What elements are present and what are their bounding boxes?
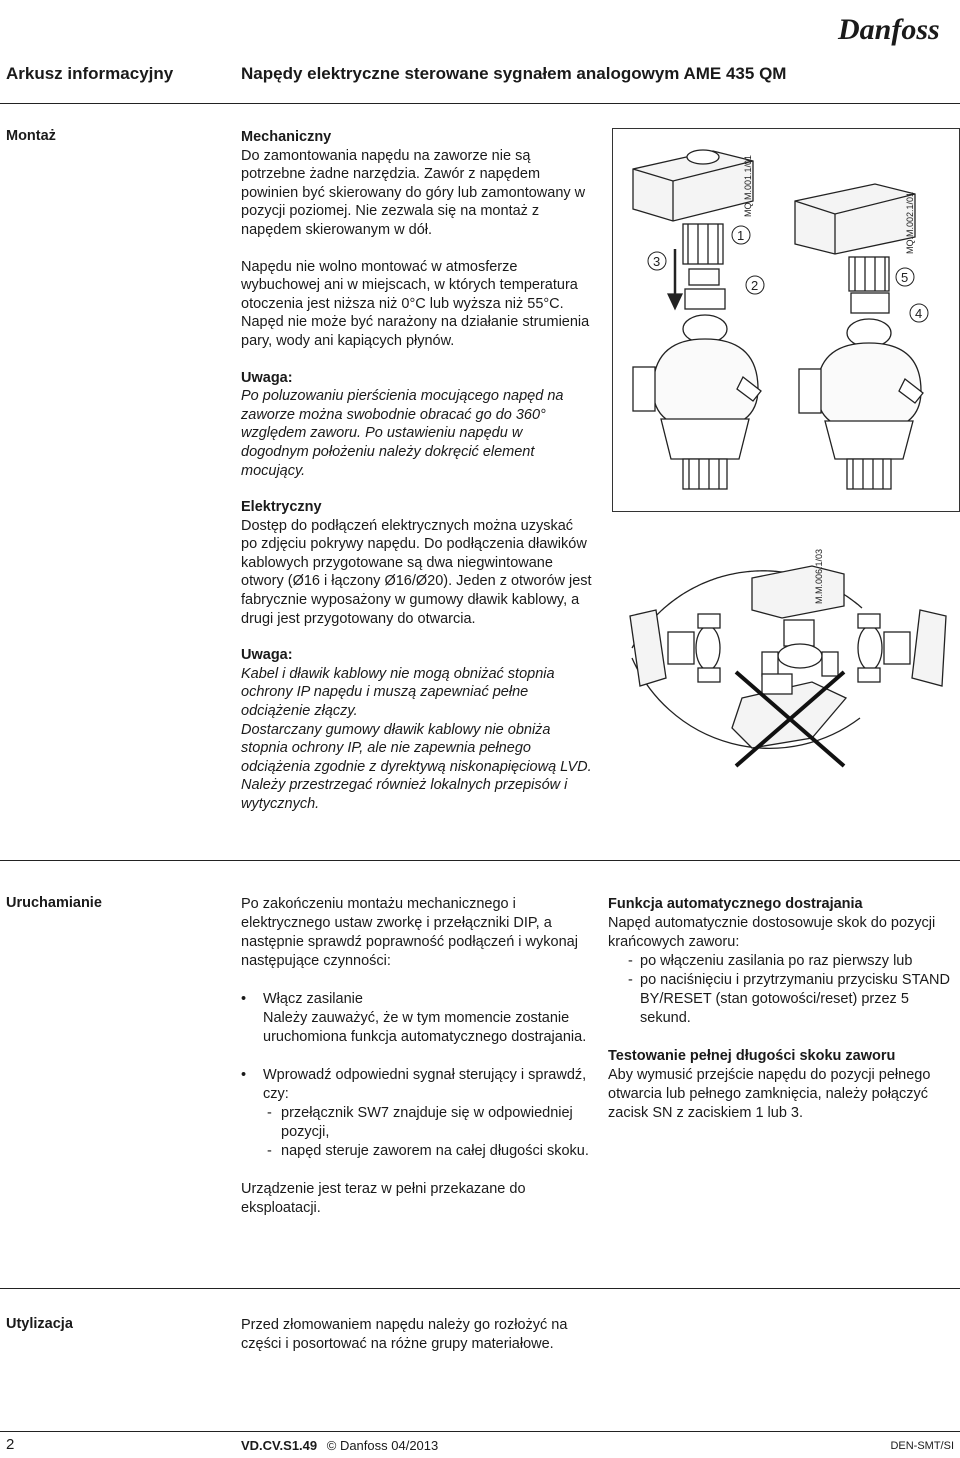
stroke-test-heading: Testowanie pełnej długości skoku zaworu [608, 1048, 896, 1064]
startup-bullet-2 [241, 1066, 596, 1161]
startup-intro: Po zakończeniu montażu mechanicznego i elektrycznego ustaw zworkę i przełączniki DIP, a następnie sprawdź poprawność podłączeń i wykonaj następujące czynności: [241, 896, 578, 969]
figure-code-3: M.M.006.1/03 [814, 548, 824, 604]
callout-1: 1 [737, 228, 745, 243]
mech-heading: Mechaniczny [241, 129, 332, 145]
bullet-2-dash-1: - przełącznik SW7 znajduje się w odpowiedniej pozycji, [267, 1105, 573, 1140]
note2-text-2: Dostarczany gumowy dławik kablowy nie obniża stopnia ochrony IP, ale nie zapewnia pełnego odciążenia zgodnie z dyrektywą niskonapięciową LVD. [241, 721, 592, 775]
actuator-right-drawing [795, 184, 923, 489]
mounting-figure [612, 128, 960, 512]
footer-department: DEN-SMT/SI [890, 1440, 954, 1452]
mech-paragraph-1: Do zamontowania napędu na zaworze nie są potrzebne żadne narzędzia. Zawór z napędem powinien być skierowany do góry lub zamontowany w pozycji poziomej. Nie zezwala się na montaż z napędem skierowanym w dół. [241, 147, 586, 238]
auto-tune-text: Napęd automatycznie dostosowuje skok do pozycji krańcowych zaworu: [608, 915, 936, 950]
document-type-title: Arkusz informacyjny [6, 64, 174, 83]
callout-4: 4 [915, 306, 923, 321]
danfoss-logo [832, 6, 952, 50]
bullet-1-title: Włącz zasilanie [263, 991, 363, 1007]
stroke-test-text: Aby wymusić przejście napędu do pozycji pełnego otwarcia lub pełnego zamknięcia, należy połączyć zacisk SN z zaciskiem 1 lub 3. [608, 1067, 931, 1121]
section-label-uruchamianie: Uruchamianie [6, 895, 102, 911]
callout-3: 3 [653, 254, 661, 269]
startup-closing: Urządzenie jest teraz w pełni przekazane do eksploatacji. [241, 1181, 526, 1216]
auto-tune-dash-2: - po naciśnięciu i przytrzymaniu przycisku STAND BY/RESET (stan gotowości/reset) przez 5 sekund. [628, 972, 950, 1026]
section-label-montaz: Montaż [6, 128, 56, 144]
mech-paragraph-2: Napędu nie wolno montować w atmosferze wybuchowej ani w miejscach, w których temperatura otoczenia jest niższa niż 0°C lub wyższa niż 55°C. Napęd nie może być narażony na działanie strumienia pary, wody ani kapiących płynów. [241, 258, 590, 349]
header-divider [0, 103, 960, 104]
orientation-figure [612, 548, 958, 786]
montaz-text-column [241, 128, 593, 814]
note2-heading: Uwaga: [241, 647, 293, 664]
product-title: Napędy elektryczne sterowane sygnałem analogowym AME 435 QM [241, 64, 787, 83]
uruchamianie-column-2 [608, 895, 953, 1123]
uruchamianie-column-1 [241, 895, 596, 1218]
bullet-2-dash-2: - napęd steruje zaworem na całej długości skoku. [267, 1143, 589, 1159]
bullet-icon: • [241, 991, 247, 1007]
note2-text-3: Należy przestrzegać również lokalnych przepisów i wytycznych. [241, 777, 568, 812]
elec-paragraph: Dostęp do podłączeń elektrycznych można uzyskać po zdjęciu pokrywy napędu. Do podłączenia dławików kablowych przygotowane są dwa niegwintowane otwory (Ø16 i łączony Ø16/Ø20). Jeden z otworów jest fabrycznie wyposażony w gumowy dławik kablowy, a drugi jest przygotowany do otwarcia. [241, 517, 592, 627]
elec-heading: Elektryczny [241, 499, 322, 516]
figure-code-2: MQ.M.002.1/01 [905, 191, 915, 254]
bullet-1-text: Należy zauważyć, że w tym momencie zostanie uruchomiona funkcja automatycznego dostrajania. [263, 1010, 587, 1045]
startup-bullet-1 [241, 990, 596, 1047]
actuator-upright-drawing [752, 566, 844, 676]
note1-text: Po poluzowaniu pierścienia mocującego napęd na zaworze można swobodnie obracać go do 360° względem zaworu. Po ustawieniu napędu w dogodnym położeniu należy dokręcić element mocujący. [241, 388, 564, 479]
danfoss-logo-wordmark: Danfoss [838, 13, 940, 46]
actuator-horizontal-right-drawing [858, 610, 946, 686]
disposal-text: Przed złomowaniem napędu należy go rozłożyć na części i posortować na różne grupy materiałowe. [241, 1317, 568, 1352]
bullet-icon: • [241, 1067, 247, 1083]
note1-heading: Uwaga: [241, 369, 293, 386]
actuator-horizontal-left-drawing [630, 610, 720, 686]
footer-divider [0, 1431, 960, 1432]
bullet-2-title: Wprowadź odpowiedni sygnał sterujący i sprawdź, czy: [263, 1067, 587, 1102]
callout-2: 2 [751, 278, 759, 293]
section-divider-1 [0, 860, 960, 861]
callout-5: 5 [901, 270, 909, 285]
section-label-utylizacja: Utylizacja [6, 1316, 73, 1332]
footer-doc-code: VD.CV.S1.49 © Danfoss 04/2013 [241, 1438, 439, 1453]
figure-code-1: MQ.M.001.1/01 [743, 154, 753, 217]
auto-tune-dash-1: - po włączeniu zasilania po raz pierwszy lub [628, 953, 913, 969]
page-number: 2 [6, 1436, 15, 1453]
auto-tune-heading: Funkcja automatycznego dostrajania [608, 896, 863, 912]
note2-text-1: Kabel i dławik kablowy nie mogą obniżać stopnia ochrony IP napędu i muszą zapewniać pełne odciążenie złączy. [241, 665, 555, 720]
section-divider-2 [0, 1288, 960, 1289]
actuator-left-drawing [633, 150, 761, 489]
